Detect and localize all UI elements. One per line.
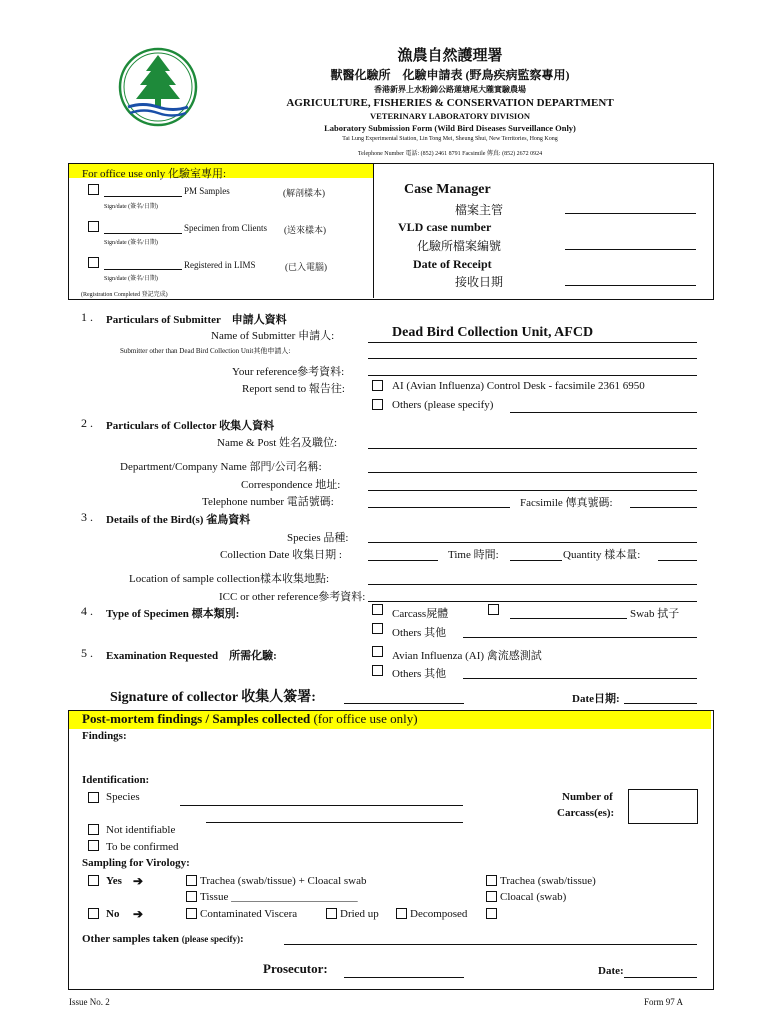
specimen-others-line[interactable] (463, 637, 697, 638)
submitter-other-line[interactable] (368, 358, 697, 359)
header-subtitle-zh: 獸醫化驗所 化驗申請表 (野鳥疾病監察專用) (330, 68, 570, 82)
s4-num: 4 . (81, 604, 93, 618)
decomposed-label: Decomposed (410, 908, 468, 920)
your-reference-line[interactable] (368, 375, 697, 376)
exam-others-checkbox[interactable] (372, 665, 383, 676)
ai-control-desk-checkbox[interactable] (372, 380, 383, 391)
s3-num: 3 . (81, 510, 93, 524)
location-line[interactable] (368, 584, 697, 585)
species-label: Species 品種: (287, 532, 349, 544)
icc-line[interactable] (368, 601, 697, 602)
other-samples-specify: (please specify) (181, 934, 240, 944)
species-checkbox[interactable] (88, 792, 99, 803)
collector-name-line[interactable] (368, 448, 697, 449)
cloacal-label: Cloacal (swab) (500, 891, 567, 903)
office-use-divider (373, 164, 374, 298)
trachea-label: Trachea (swab/tissue) (500, 875, 596, 887)
registered-lims-label: Registered in LIMS (184, 260, 256, 270)
other-condition-checkbox[interactable] (486, 908, 497, 919)
trachea-checkbox[interactable] (486, 875, 497, 886)
pm-samples-sig: Sign/date (簽名/日期) (104, 204, 158, 210)
header-phone-fax: Telephone Number 電話: (852) 2461 8791 Facsimile 傳真: (852) 2672 0924 (357, 151, 543, 157)
s5-num: 5 . (81, 646, 93, 660)
signature-line[interactable] (344, 703, 464, 704)
exam-others-label: Others 其他 (392, 668, 447, 680)
icc-label: ICC or other reference參考資料: (219, 591, 366, 603)
quantity-label: Quantity 樣本量: (563, 549, 641, 561)
specimen-clients-checkbox[interactable] (88, 221, 99, 232)
carcass-label: Carcass屍體 (392, 608, 449, 620)
collector-name-label: Name & Post 姓名及職位: (217, 437, 338, 449)
s5-title: Examination Requested 所需化驗: (106, 650, 277, 662)
post-mortem-title-main: Post-mortem findings / Samples collected (82, 711, 311, 726)
submitter-name-label: Name of Submitter 申請人: (211, 330, 335, 342)
header-address-en: Tai Lung Experimental Station, Lin Tong Mei, Sheung Shui, New Territories, Hong Kong (342, 136, 558, 142)
post-mortem-title (82, 711, 418, 727)
pm-samples-checkbox[interactable] (88, 184, 99, 195)
collection-date-label: Collection Date 收集日期 : (220, 549, 342, 561)
specimen-clients-sig: Sign/date (簽名/日期) (104, 240, 158, 246)
vld-case-line[interactable] (565, 249, 696, 250)
quantity-line[interactable] (658, 560, 697, 561)
s1-num: 1 . (81, 310, 93, 324)
cloacal-checkbox[interactable] (486, 891, 497, 902)
decomposed-checkbox[interactable] (396, 908, 407, 919)
identification-label: Identification: (82, 774, 150, 786)
not-identifiable-checkbox[interactable] (88, 824, 99, 835)
swab-label: Swab 拭子 (630, 608, 680, 620)
exam-others-line[interactable] (463, 678, 697, 679)
other-samples-main: Other samples taken (82, 933, 179, 945)
report-others-label: Others (please specify) (392, 399, 494, 411)
location-label: Location of sample collection樣本收集地點: (129, 573, 330, 585)
prosecutor-line[interactable] (344, 977, 464, 978)
other-samples-line[interactable] (284, 944, 697, 945)
swab-checkbox[interactable] (488, 604, 499, 615)
prosecutor-label: Prosecutor: (263, 961, 328, 976)
pm-date-label: Date: (598, 965, 624, 977)
trachea-cloacal-label: Trachea (swab/tissue) + Cloacal swab (200, 875, 367, 887)
collector-fax-line[interactable] (630, 507, 697, 508)
office-use-title: For office use only 化驗室專用: (82, 168, 227, 180)
pm-date-line[interactable] (624, 977, 697, 978)
s2-num: 2 . (81, 416, 93, 430)
findings-label: Findings: (82, 730, 127, 742)
species-line[interactable] (368, 542, 697, 543)
vld-case-label: VLD case number (398, 220, 492, 234)
collector-fax-label: Facsimile 傳真號碼: (520, 497, 613, 509)
case-manager-label: Case Manager (404, 182, 491, 197)
footer-form: Form 97 A (644, 997, 684, 1007)
yes-arrow-icon: ➔ (133, 874, 144, 888)
case-manager-zh: 檔案主管 (455, 203, 504, 217)
header-title-zh: 漁農自然護理署 (397, 48, 503, 64)
signature-date-label: Date日期: (572, 693, 620, 705)
not-identifiable-label: Not identifiable (106, 824, 176, 836)
registration-completed: (Registration Completed 登記完成) (81, 292, 168, 298)
pm-species-line-1[interactable] (180, 805, 463, 806)
carcass-checkbox[interactable] (372, 604, 383, 615)
sampling-no-label: No (106, 908, 120, 920)
to-be-confirmed-checkbox[interactable] (88, 840, 99, 851)
collection-date-line[interactable] (368, 560, 438, 561)
tissue-label: Tissue _______________________ (200, 891, 358, 903)
collector-tel-line[interactable] (368, 507, 510, 508)
sampling-yes-checkbox[interactable] (88, 875, 99, 886)
contaminated-label: Contaminated Viscera (200, 908, 298, 920)
header-dept-en: AGRICULTURE, FISHERIES & CONSERVATION DEPARTMENT (286, 97, 614, 109)
sampling-label: Sampling for Virology: (82, 857, 190, 869)
avian-influenza-label: Avian Influenza (AI) 禽流感測試 (392, 650, 542, 662)
date-receipt-line[interactable] (565, 285, 696, 286)
specimen-others-checkbox[interactable] (372, 623, 383, 634)
collector-corr-label: Correspondence 地址: (241, 479, 341, 491)
avian-influenza-checkbox[interactable] (372, 646, 383, 657)
vld-case-zh: 化驗所檔案編號 (417, 239, 502, 253)
s1-title: Particulars of Submitter 申請人資料 (106, 314, 287, 326)
registered-lims-sig: Sign/date (簽名/日期) (104, 276, 158, 282)
collector-corr-line[interactable] (368, 490, 697, 491)
specimen-clients-label: Specimen from Clients (184, 223, 267, 233)
swab-line[interactable] (510, 618, 627, 619)
pm-samples-label: PM Samples (184, 186, 230, 196)
carcasses-label: Carcass(es): (557, 807, 615, 819)
dried-up-checkbox[interactable] (326, 908, 337, 919)
s4-title: Type of Specimen 標本類別: (106, 608, 240, 620)
pm-samples-line[interactable] (104, 196, 182, 197)
report-send-label: Report send to 報告往: (242, 383, 345, 395)
number-of-label: Number of (562, 791, 613, 803)
ai-control-desk-label: AI (Avian Influenza) Control Desk - facsimile 2361 6950 (392, 380, 645, 392)
date-receipt-label: Date of Receipt (413, 257, 492, 271)
submitter-name-line[interactable] (368, 342, 697, 343)
signature-label: Signature of collector 收集人簽署: (110, 690, 316, 705)
to-be-confirmed-label: To be confirmed (106, 841, 179, 853)
trachea-cloacal-checkbox[interactable] (186, 875, 197, 886)
footer-issue: Issue No. 2 (69, 997, 110, 1007)
pm-species-label: Species (106, 791, 140, 803)
collector-tel-label: Telephone number 電話號碼: (202, 496, 334, 508)
other-samples-label: Other samples taken (please specify): (82, 933, 244, 945)
registered-lims-zh: (已入電腦) (285, 262, 327, 272)
registered-lims-checkbox[interactable] (88, 257, 99, 268)
collector-dept-label: Department/Company Name 部門/公司名稱: (120, 461, 322, 473)
collection-time-label: Time 時間: (448, 549, 499, 561)
office-use-box (68, 163, 714, 300)
header-address-zh: 香港新界上水粉錦公路蓮塘尾大隴實驗農場 (374, 85, 526, 94)
s3-title: Details of the Bird(s) 雀鳥資料 (106, 514, 251, 526)
specimen-clients-zh: (送來樣本) (284, 225, 326, 235)
sampling-yes-label: Yes (106, 875, 122, 887)
specimen-others-label: Others 其他 (392, 627, 447, 639)
submitter-other-label: Submitter other than Dead Bird Collection Unit其他申請人: (120, 347, 291, 355)
your-reference-label: Your reference參考資料: (232, 366, 345, 378)
collector-dept-line[interactable] (368, 472, 697, 473)
submitter-name-value: Dead Bird Collection Unit, AFCD (392, 325, 594, 340)
afcd-logo (118, 47, 198, 127)
report-others-line[interactable] (510, 412, 697, 413)
sampling-no-checkbox[interactable] (88, 908, 99, 919)
case-manager-line[interactable] (565, 213, 696, 214)
carcass-count-box[interactable] (628, 789, 698, 824)
date-receipt-zh: 接收日期 (455, 275, 504, 289)
header-form-en: Laboratory Submission Form (Wild Bird Diseases Surveillance Only) (324, 123, 576, 133)
report-others-checkbox[interactable] (372, 399, 383, 410)
specimen-clients-line[interactable] (104, 233, 182, 234)
pm-species-line-2[interactable] (206, 822, 463, 823)
registered-lims-line[interactable] (104, 269, 182, 270)
no-arrow-icon: ➔ (133, 907, 144, 921)
contaminated-checkbox[interactable] (186, 908, 197, 919)
s2-title: Particulars of Collector 收集人資料 (106, 420, 275, 432)
signature-date-line[interactable] (624, 703, 697, 704)
pm-samples-zh: (解剖樣本) (283, 188, 325, 198)
dried-up-label: Dried up (340, 908, 379, 920)
tissue-checkbox[interactable] (186, 891, 197, 902)
header-division-en: VETERINARY LABORATORY DIVISION (370, 111, 530, 121)
collection-time-line[interactable] (510, 560, 562, 561)
post-mortem-title-suffix: (for office use only) (313, 711, 418, 726)
